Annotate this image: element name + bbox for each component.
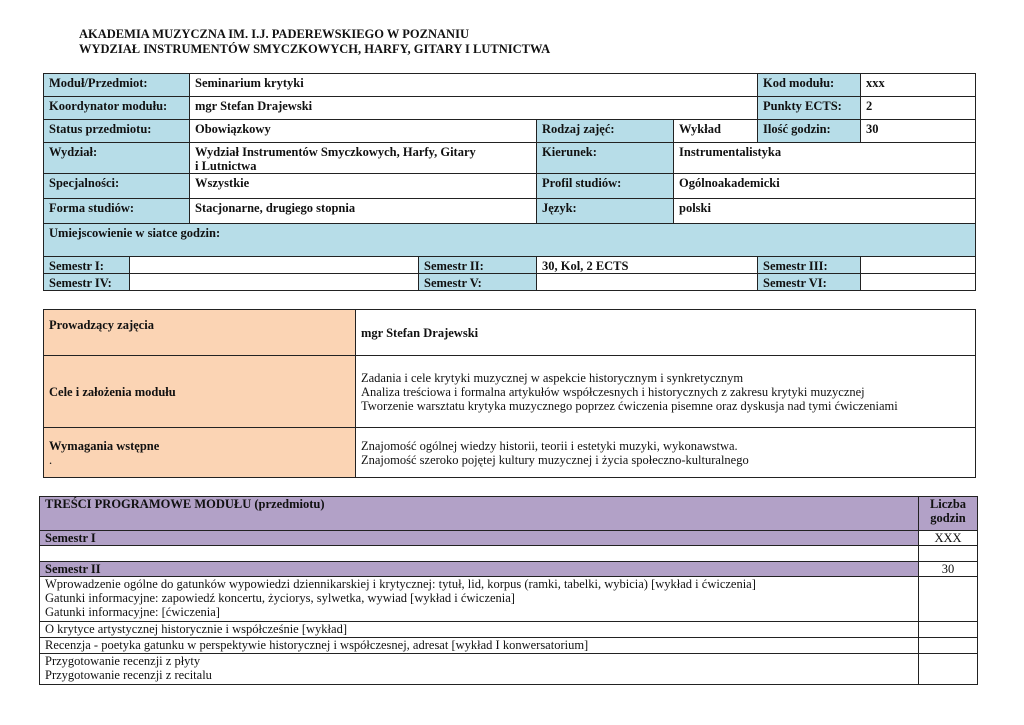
module-details-table [43,309,976,478]
kod-label: Kod modułu: [758,74,861,97]
wymagania-title: Wymagania wstępne [49,438,160,453]
sem2-value: 30, Kol, 2 ECTS [537,257,758,274]
semester-2-hours: 30 [919,562,978,577]
wymagania-label [44,428,356,478]
wydzial-label: Wydział: [44,143,190,174]
ilosc-value: 30 [861,120,976,143]
program-hours [919,622,978,638]
program-line: Wprowadzenie ogólne do gatunków wypowiedzi dziennikarskiej i krytycznej: tytuł, lid, korpus (ramki, tabelki, wybicia) [wykład i ćwiczenia] [45,577,756,591]
wydzial-value-line: i Lutnictwa [195,159,257,173]
cele-line: Zadania i cele krytyki muzycznej w aspekcie historycznym i synkretycznym [361,370,744,385]
profil-value: Ogólnoakademicki [674,174,976,199]
wymagania-line: Znajomość szeroko pojętej kultury muzycznej i życia społeczno-kulturalnego [361,452,749,467]
sem2-label: Semestr II: [419,257,537,274]
prowadzacy-label: Prowadzący zajęcia [44,310,356,356]
sem4-label: Semestr IV: [44,274,130,291]
wymagania-value [356,428,976,478]
modul-label: Moduł/Przedmiot: [44,74,190,97]
academy-name: AKADEMIA MUZYCZNA IM. I.J. PADEREWSKIEGO W POZNANIU [79,27,469,41]
hours-header-line: Liczba [929,497,967,511]
program-hours [919,577,978,622]
program-row [40,654,919,685]
hours-header-line: godzin [930,511,966,525]
status-label: Status przedmiotu: [44,120,190,143]
wydzial-value [190,143,537,174]
forma-label: Forma studiów: [44,199,190,224]
profil-label: Profil studiów: [537,174,674,199]
status-value: Obowiązkowy [190,120,537,143]
wydzial-value-line: Wydział Instrumentów Smyczkowych, Harfy, Gitary [195,145,476,159]
module-info-table [43,73,976,291]
sem1-value [130,257,419,274]
rodzaj-label: Rodzaj zajęć: [537,120,674,143]
ects-label: Punkty ECTS: [758,97,861,120]
kierunek-value: Instrumentalistyka [674,143,976,174]
empty-cell [919,546,978,562]
program-row: O krytyce artystycznej historycznie i współcześnie [wykład] [40,622,919,638]
kod-value: xxx [861,74,976,97]
program-row: Recenzja - poetyka gatunku w perspektywie historycznej i współczesnej, adresat [wykład I konwersatorium] [40,638,919,654]
semester-2-label: Semestr II [40,562,919,577]
specjalnosci-value: Wszystkie [190,174,537,199]
cele-value [356,356,976,428]
program-table [39,496,978,685]
ects-value: 2 [861,97,976,120]
program-title: TREŚCI PROGRAMOWE MODUŁU (przedmiotu) [40,497,919,531]
program-hours [919,638,978,654]
sem3-value [861,257,976,274]
sem5-value [537,274,758,291]
program-line: Gatunki informacyjne: [ćwiczenia] [45,605,220,619]
program-line: Przygotowanie recenzji z płyty [45,654,201,668]
specjalnosci-label: Specjalności: [44,174,190,199]
wymagania-dot: . [49,452,53,467]
sem5-label: Semestr V: [419,274,537,291]
jezyk-label: Język: [537,199,674,224]
cele-line: Tworzenie warsztatu krytyka muzycznego poprzez ćwiczenia pisemne oraz dyskusja nad tymi ćwiczeniami [361,398,898,413]
kierunek-label: Kierunek: [537,143,674,174]
faculty-name: WYDZIAŁ INSTRUMENTÓW SMYCZKOWYCH, HARFY, GITARY I LUTNICTWA [79,42,551,56]
hours-header [919,497,978,531]
umiejscowienie-label: Umiejscowienie w siatce godzin: [44,224,976,257]
sem3-label: Semestr III: [758,257,861,274]
program-row [40,577,919,622]
ilosc-label: Ilość godzin: [758,120,861,143]
forma-value: Stacjonarne, drugiego stopnia [190,199,537,224]
cele-label: Cele i założenia modułu [44,356,356,428]
koordynator-value: mgr Stefan Drajewski [190,97,758,120]
prowadzacy-value: mgr Stefan Drajewski [356,310,976,356]
sem6-label: Semestr VI: [758,274,861,291]
sem1-label: Semestr I: [44,257,130,274]
empty-row [40,546,919,562]
jezyk-value: polski [674,199,976,224]
wymagania-line: Znajomość ogólnej wiedzy historii, teorii i estetyki muzyki, wykonawstwa. [361,438,738,453]
sem6-value [861,274,976,291]
document-header [79,27,550,57]
program-line: Przygotowanie recenzji z recitalu [45,668,212,682]
rodzaj-value: Wykład [674,120,758,143]
program-hours [919,654,978,685]
semester-1-label: Semestr I [40,531,919,546]
sem4-value [130,274,419,291]
program-line: Gatunki informacyjne: zapowiedź koncertu, życiorys, sylwetka, wywiad [wykład i ćwiczenia] [45,591,515,605]
semester-1-hours: XXX [919,531,978,546]
cele-line: Analiza treściowa i formalna artykułów współczesnych i historycznych z zakresu krytyki muzycznej [361,384,865,399]
koordynator-label: Koordynator modułu: [44,97,190,120]
modul-value: Seminarium krytyki [190,74,758,97]
